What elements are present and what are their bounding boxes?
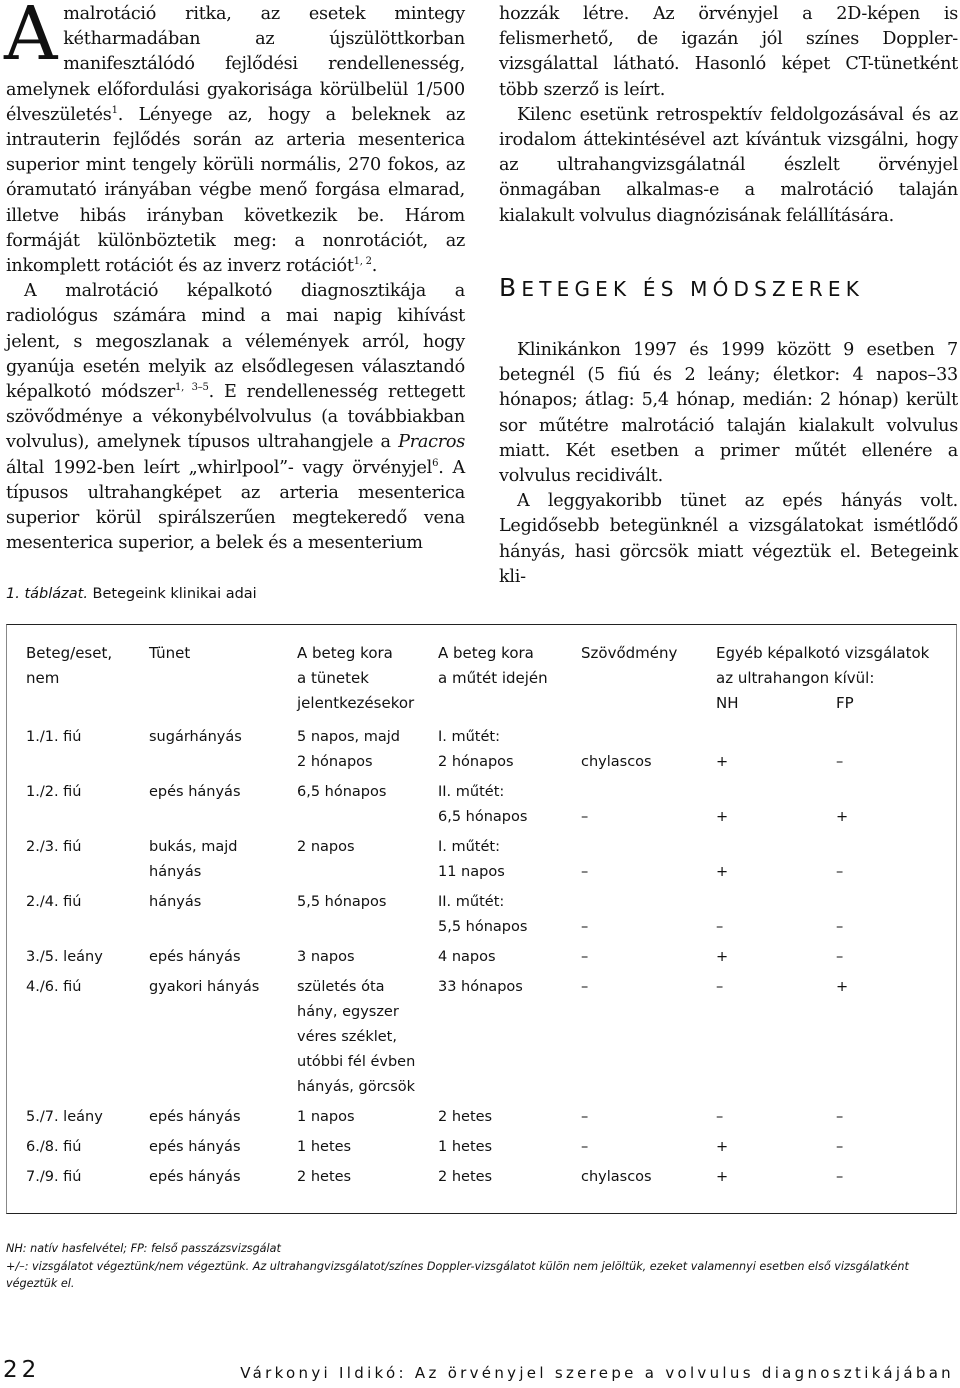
cell-patient: 5./7. leány (26, 1109, 103, 1125)
citation: 6 (432, 457, 439, 469)
cell-complication: – (581, 809, 589, 825)
cell-complication: – (581, 949, 589, 965)
right-column (499, 2, 958, 590)
cell-fp: + (836, 979, 849, 995)
intro-text-end: . (371, 256, 378, 277)
header-patient-line1: Beteg/eset, (26, 644, 113, 662)
cell-age-onset: utóbbi fél évben (297, 1054, 416, 1070)
cell-nh: + (716, 1169, 729, 1185)
cell-age-operation: 1 hetes (438, 1139, 493, 1155)
table-title: Betegeink klinikai adai (92, 586, 257, 602)
header-age-onset-line3: jelentkezésekor (297, 694, 415, 712)
cell-age-operation: 33 hónapos (438, 979, 523, 995)
cell-symptom: epés hányás (149, 784, 241, 800)
cell-fp: + (836, 809, 849, 825)
cell-nh: + (716, 1139, 729, 1155)
cell-complication: chylascos (581, 754, 652, 770)
header-fp: FP (836, 694, 854, 712)
cell-age-onset: hány, egyszer (297, 1004, 399, 1020)
cell-age-onset: születés óta (297, 979, 385, 995)
drop-cap: A (4, 0, 58, 77)
cell-symptom: epés hányás (149, 1109, 241, 1125)
cell-patient: 1./1. fiú (26, 729, 82, 745)
header-age-op-line1: A beteg kora (438, 644, 534, 662)
cell-age-onset: 5,5 hónapos (297, 894, 387, 910)
cell-nh: + (716, 949, 729, 965)
cell-complication: chylascos (581, 1169, 652, 1185)
table-notes (6, 1240, 954, 1293)
methods-paragraph: Klinikánkon 1997 és 1999 között 9 esetben 7 betegnél (5 fiú és 2 leány; életkor: 4 napos–33 hónapos; átlag: 5,4 hónap, medián: 2 hónap) került sor műtétre malrotáció talaján kialakult volvulus miatt. Két esetben a primer műtét ellenére a volvulus recidivált. (499, 340, 958, 487)
citation: 1, 3–5 (175, 382, 209, 394)
diagnostics-paragraph (6, 279, 465, 556)
cell-patient: 1./2. fiú (26, 784, 82, 800)
header-complication: Szövődmény (581, 644, 678, 662)
cell-fp: – (836, 1169, 844, 1185)
cell-age-operation: II. műtét: (438, 784, 505, 800)
section-heading-methods (499, 272, 958, 302)
intro-paragraph (6, 2, 465, 279)
intro-text-mid: . Lényege az, hogy a beleknek az intrauterin fejlődés során az arteria mesenterica superior mint tengely körüli normális, 270 fokos, az óramutató irányában végbe menő forgása elmarad, illetve hibás irányban következik be. Három formáját különböztetik meg: a nonrotációt, az inkomplett rotációt és az inverz rotációt (6, 104, 465, 277)
cell-age-onset: 2 hetes (297, 1169, 352, 1185)
cell-complication: – (581, 979, 589, 995)
cell-age-onset: hányás, görcsök (297, 1079, 416, 1095)
header-age-op-line2: a műtét idején (438, 669, 548, 687)
cell-fp: – (836, 919, 844, 935)
diagnostics-text-c: által 1992-ben leírt „whirlpool”- vagy örvényjel (6, 457, 433, 478)
cell-age-operation: 11 napos (438, 864, 505, 880)
intro-text-lead: malrotáció ritka, az esetek mintegy kétharmadában az újszülöttkorban manifesztálódó fejlődési rendellenesség, amelynek előfordulási gyakorisága körülbelül 1/500 élveszületés (6, 4, 465, 125)
cell-age-operation: II. műtét: (438, 894, 505, 910)
cell-age-operation: 2 hónapos (438, 754, 514, 770)
cell-complication: – (581, 919, 589, 935)
cell-nh: – (716, 919, 724, 935)
cell-nh: – (716, 979, 724, 995)
cell-age-onset: 3 napos (297, 949, 355, 965)
header-age-operation (438, 641, 548, 691)
cell-symptom: hányás (149, 894, 202, 910)
diagnostics-text-a: A malrotáció képalkotó diagnosztikája a radiológus számára mind a mai napig kihívást jelent, s megoszlanak a vélemények arról, hogy gyanúja esetén melyik az elsődlegesen választandó képalkotó módszer (6, 281, 465, 403)
header-age-onset-line2: a tünetek (297, 669, 369, 687)
header-other-line1: Egyéb képalkotó vizsgálatok (716, 644, 930, 662)
cell-fp: – (836, 949, 844, 965)
cell-age-onset: véres széklet, (297, 1029, 397, 1045)
cell-symptom: gyakori hányás (149, 979, 260, 995)
header-other-imaging (716, 641, 929, 691)
cell-age-operation: 2 hetes (438, 1109, 493, 1125)
cell-symptom: epés hányás (149, 949, 241, 965)
table-number: 1. táblázat. (6, 586, 88, 602)
header-age-onset-line1: A beteg kora (297, 644, 393, 662)
cell-age-onset: 2 hónapos (297, 754, 373, 770)
header-nh: NH (716, 694, 739, 712)
cell-age-onset: 5 napos, majd (297, 729, 401, 745)
cell-patient: 2./3. fiú (26, 839, 82, 855)
table-caption (6, 586, 257, 602)
cell-complication: – (581, 864, 589, 880)
abbreviations-note: NH: natív hasfelvétel; FP: felső passzázsvizsgálat (6, 1242, 281, 1255)
cell-symptom: sugárhányás (149, 729, 242, 745)
header-other-line2: az ultrahangon kívül: (716, 669, 875, 687)
cell-patient: 7./9. fiú (26, 1169, 82, 1185)
cell-patient: 6./8. fiú (26, 1139, 82, 1155)
cell-symptom: epés hányás (149, 1139, 241, 1155)
cell-patient: 2./4. fiú (26, 894, 82, 910)
cell-symptom: hányás (149, 864, 202, 880)
cell-fp: – (836, 864, 844, 880)
diagnostics-text-b: . E rendellenesség rettegett szövődménye a vékonybélvolvulus (a továbbiakban volvulus), amelynek típusos ultrahangjele a (6, 382, 465, 453)
header-patient (26, 641, 112, 691)
legend-note: +/–: vizsgálatot végeztünk/nem végeztünk. Az ultrahangvizsgálatot/színes Doppler-vizsgálatot külön nem jelöltük, ezeket valamennyi esetben első vizsgálatként végeztük el. (6, 1259, 909, 1290)
cell-age-onset: 2 napos (297, 839, 355, 855)
cell-complication: – (581, 1139, 589, 1155)
cell-fp: – (836, 1109, 844, 1125)
cell-age-onset: 6,5 hónapos (297, 784, 387, 800)
citation: 1, 2 (353, 256, 372, 268)
cell-age-operation: 4 napos (438, 949, 496, 965)
symptom-paragraph: A leggyakoribb tünet az epés hányás volt. Legidősebb betegünknél a vizsgálatokat ismétlődő hányás, hasi görcsök miatt végeztük el. Betegeink kli- (499, 491, 958, 587)
cell-fp: – (836, 754, 844, 770)
page-number: 22 (3, 1357, 41, 1383)
cell-symptom: epés hányás (149, 1169, 241, 1185)
cell-symptom: bukás, majd (149, 839, 238, 855)
cell-nh: + (716, 754, 729, 770)
header-patient-line2: nem (26, 669, 60, 687)
header-age-onset (297, 641, 414, 716)
aim-paragraph: Kilenc esetünk retrospektív feldolgozásával és az irodalom áttekintésével azt kívántuk vizsgálni, hogy az ultrahangvizsgálatnál észlelt örvényjel önmagában alkalmas-e a malrotáció talaján kialakult volvulus diagnózisának felállítására. (499, 104, 958, 226)
cell-age-operation: I. műtét: (438, 729, 500, 745)
cell-age-operation: 5,5 hónapos (438, 919, 528, 935)
continuation-paragraph: hozzák létre. Az örvényjel a 2D-képen is felismerhető, de igazán jól színes Doppler-vizsgálattal látható. Hasonló képet CT-tünetként több szerző is leírt. (499, 4, 958, 100)
cell-complication: – (581, 1109, 589, 1125)
cell-age-operation: 6,5 hónapos (438, 809, 528, 825)
running-title: Várkonyi Ildikó: Az örvényjel szerepe a volvulus diagnosztikájában (240, 1364, 954, 1382)
citation: 1 (111, 104, 118, 116)
cell-patient: 3./5. leány (26, 949, 103, 965)
cell-age-operation: I. műtét: (438, 839, 500, 855)
header-symptom: Tünet (149, 644, 191, 662)
cell-nh: + (716, 809, 729, 825)
cell-nh: + (716, 864, 729, 880)
cell-age-operation: 2 hetes (438, 1169, 493, 1185)
cell-age-onset: 1 napos (297, 1109, 355, 1125)
author-name: Pracros (398, 432, 465, 453)
cell-fp: – (836, 1139, 844, 1155)
clinical-data-table (6, 624, 957, 1214)
cell-age-onset: 1 hetes (297, 1139, 352, 1155)
heading-initial: B (499, 272, 522, 302)
heading-rest: ETEGEK ÉS MÓDSZEREK (521, 276, 865, 301)
cell-patient: 4./6. fiú (26, 979, 82, 995)
left-column (6, 2, 465, 556)
diagnostics-text-d: . A típusos ultrahangképet az arteria mesenterica superior körül spirálszerűen megtekeredő vena mesenterica superior, a belek és a mesenterium (6, 457, 465, 554)
cell-nh: – (716, 1109, 724, 1125)
